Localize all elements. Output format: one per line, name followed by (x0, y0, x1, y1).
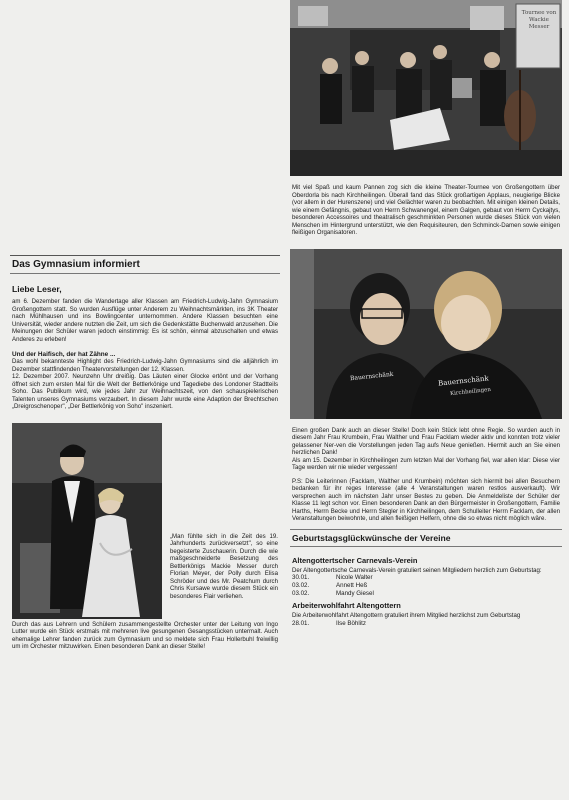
birthday-entry (290, 620, 562, 628)
birthday-date: 03.02. (292, 590, 310, 597)
orchestra-photo (290, 0, 562, 176)
section-title: Das Gymnasium informiert (10, 255, 280, 274)
birthday-date: 03.02. (292, 582, 310, 589)
photo-block (10, 423, 280, 621)
intro-paragraph: am 6. Dezember fanden die Wandertage aller Klassen am Friedrich-Ludwig-Jahn Gymnasium Großengottern statt. So wurden Ausflüge unter Anderem zu Weihnachtsmärkten, ins 3K Theater nach Mühlhausen und ins Bowlingcenter unternommen. Andere Klassen besuchten eine Universität, wieder andere nutzten die Zeit, um sich die Gedenkstätte Buchenwald anzusehen. Die Meinungen der Schüler waren jedoch einstimmig: Es ist schön, einmal abzuschalten und etwas Anderes zu erleben! (12, 298, 278, 343)
shirt-print-location: Kirchheilingen (449, 386, 492, 397)
couple-photo (12, 423, 162, 619)
birthday-entry (290, 582, 562, 590)
birthday-name: Ilse Böhlitz (336, 619, 366, 627)
club-name: Arbeiterwohlfahrt Altengottern (292, 601, 401, 610)
birthday-entry (290, 574, 562, 582)
ps-paragraph: P.S: Die Leiterinnen (Facklam, Walther und Krumbein) möchten sich hiermit bei allen Besuchern bedanken für ihr reges Interesse (alle 4 Veranstaltungen waren restlos ausverkauft). Wir versprechen auch im nächsten Jahr unser Bestes zu geben. Die Anmeldeliste der Schüler der Klasse 11 legt schon vor. Einen besonderen Dank an den Bürgermeister in Großengottern, Familie Harths, Herrn Becke und Herrn Stegler in Kirchheilingen, dem Schulleiter Herrn Facklam, der allen Veranstaltungen beiwohnte, und allen fleißigen Helfern, ohne die so etwas nicht möglich wäre. (292, 477, 560, 522)
club-carnevals (290, 556, 562, 599)
birthday-date: 30.01. (292, 574, 310, 581)
article-paragraph: Das wohl bekannteste Highlight des Friedrich-Ludwig-Jahn Gymnasiums sind die alljährlich im Dezember stattfindenden Theatervorstellungen der 12. Klassen. 12. Dezember 2007. Neunzehn Uhr dreißig. Das Läuten einer Glocke ertönt und der Vorhang öffnet sich zum ersten Mal für die Welt der Bettlerkönige und Tagediebe des Londoner Stadtteils Soho. Das Publikum wird, wie jedes Jahr zur Weihnachtszeit, von den schauspielerischen Talenten unseres Gymnasiums verzaubert. In diesem Jahr wurde eine Adaption der Brechtschen „Dreigroschenoper", „Der Bettlerkönig von Soho" inszeniert. (12, 358, 278, 410)
side-quote: „Man fühlte sich in die Zeit des 19. Jahrhunderts zurückversetzt", so eine begeisterte Zuschauerin. Durch die wie maßgeschneiderte Besetzung des Bettlerkönigs Mackie Messer durch Florian Meyer, der Polly durch Elisa Schröder und des Mr. Peatchum durch Chris Kursawe wurde diesem Stück ein besonderes Flair verliehen. (170, 532, 278, 600)
two-women-photo (290, 249, 562, 419)
greeting: Liebe Leser, (12, 284, 62, 294)
birthday-date: 28.01. (292, 619, 310, 627)
club-name: Altengottertscher Carnevals-Verein (292, 555, 418, 565)
birthday-name: Mandy Giesel (336, 590, 374, 597)
left-column (10, 255, 280, 651)
caption-thanks: Einen großen Dank auch an dieser Stelle! Doch kein Stück lebt ohne Regie. So wurden auch in diesem Jahr Frau Krumbein, Frau Walther und Frau Facklam wieder aktiv und konnten trotz vieler gelassener Ner-ven die Vorstellungen jeden Tag aufs Neue genießen. Hiermit auch an Sie einen herzlichen Dank! Als am 15. Dezember in Kirchheilingen zum letzten Mal der Vorhang fiel, war allen klar: Diese vier Tage werden wir nie wieder vergessen! (292, 426, 560, 471)
article-subheading: Und der Haifisch, der hat Zähne ... (12, 351, 116, 358)
birthday-entry (290, 590, 562, 598)
shirt-print-left: Bauernschänk (349, 370, 394, 382)
banner-sign: Tournee von Wackie Messer (521, 10, 557, 30)
birthday-name: Nicole Walter (336, 574, 373, 581)
shirt-print-right: Bauernschänk (437, 373, 490, 388)
vereine-heading: Geburtstagsglückwünsche der Vereine (290, 529, 562, 547)
closing-paragraph: Durch das aus Lehrern und Schülern zusammengestellte Orchester unter der Leitung von Ingo Lutter wurde ein Stück erstmals mit mehreren live gesungenen Gesangsstücken untermalt. Auch ehemalige Lehrer fanden zurück zum Gymnasium und so meldete sich Frau Hollerbuhl freiwillig um im Orchester mitzuwirken. Einen besonderen Dank an dieser Stelle! (12, 620, 278, 650)
club-intro: Die Arbeiterwohlfahrt Altengottern gratuliert ihrem Mitglied herzlichst zum Geburtstag (292, 612, 521, 619)
club-awo (290, 601, 562, 628)
right-column (290, 0, 562, 628)
birthday-name: Annett Heß (336, 582, 368, 589)
caption-tour: Mit viel Spaß und kaum Pannen zog sich die kleine Theater-Tournee von Großengottern über Oberdorla bis nach Kirchheilingen. Überall fand das Stück großartigen Applaus, neugierige Blicke (vor allem in der Hurenszene) und viel Gelächter waren zu beobachten. Mit einigen kleinen Details, wie einem Gefängnis, gebaut von Herrn Schwanengel, einem Galgen, gebaut von Herrn Cyckajtys, besonderen Accessoires und theatralisch geschminkten Personen wurde dieses Stück von vielen Menschen im Hintergrund unterstützt, wie den Requisiteuren, den Schminck-Damen sowie einigen fleißigen Organisatoren. (292, 184, 560, 236)
club-intro: Der Altengottertsche Carnevals-Verein gratuliert seinen Mitgliedern herzlich zum Geburtstag: (292, 566, 542, 574)
